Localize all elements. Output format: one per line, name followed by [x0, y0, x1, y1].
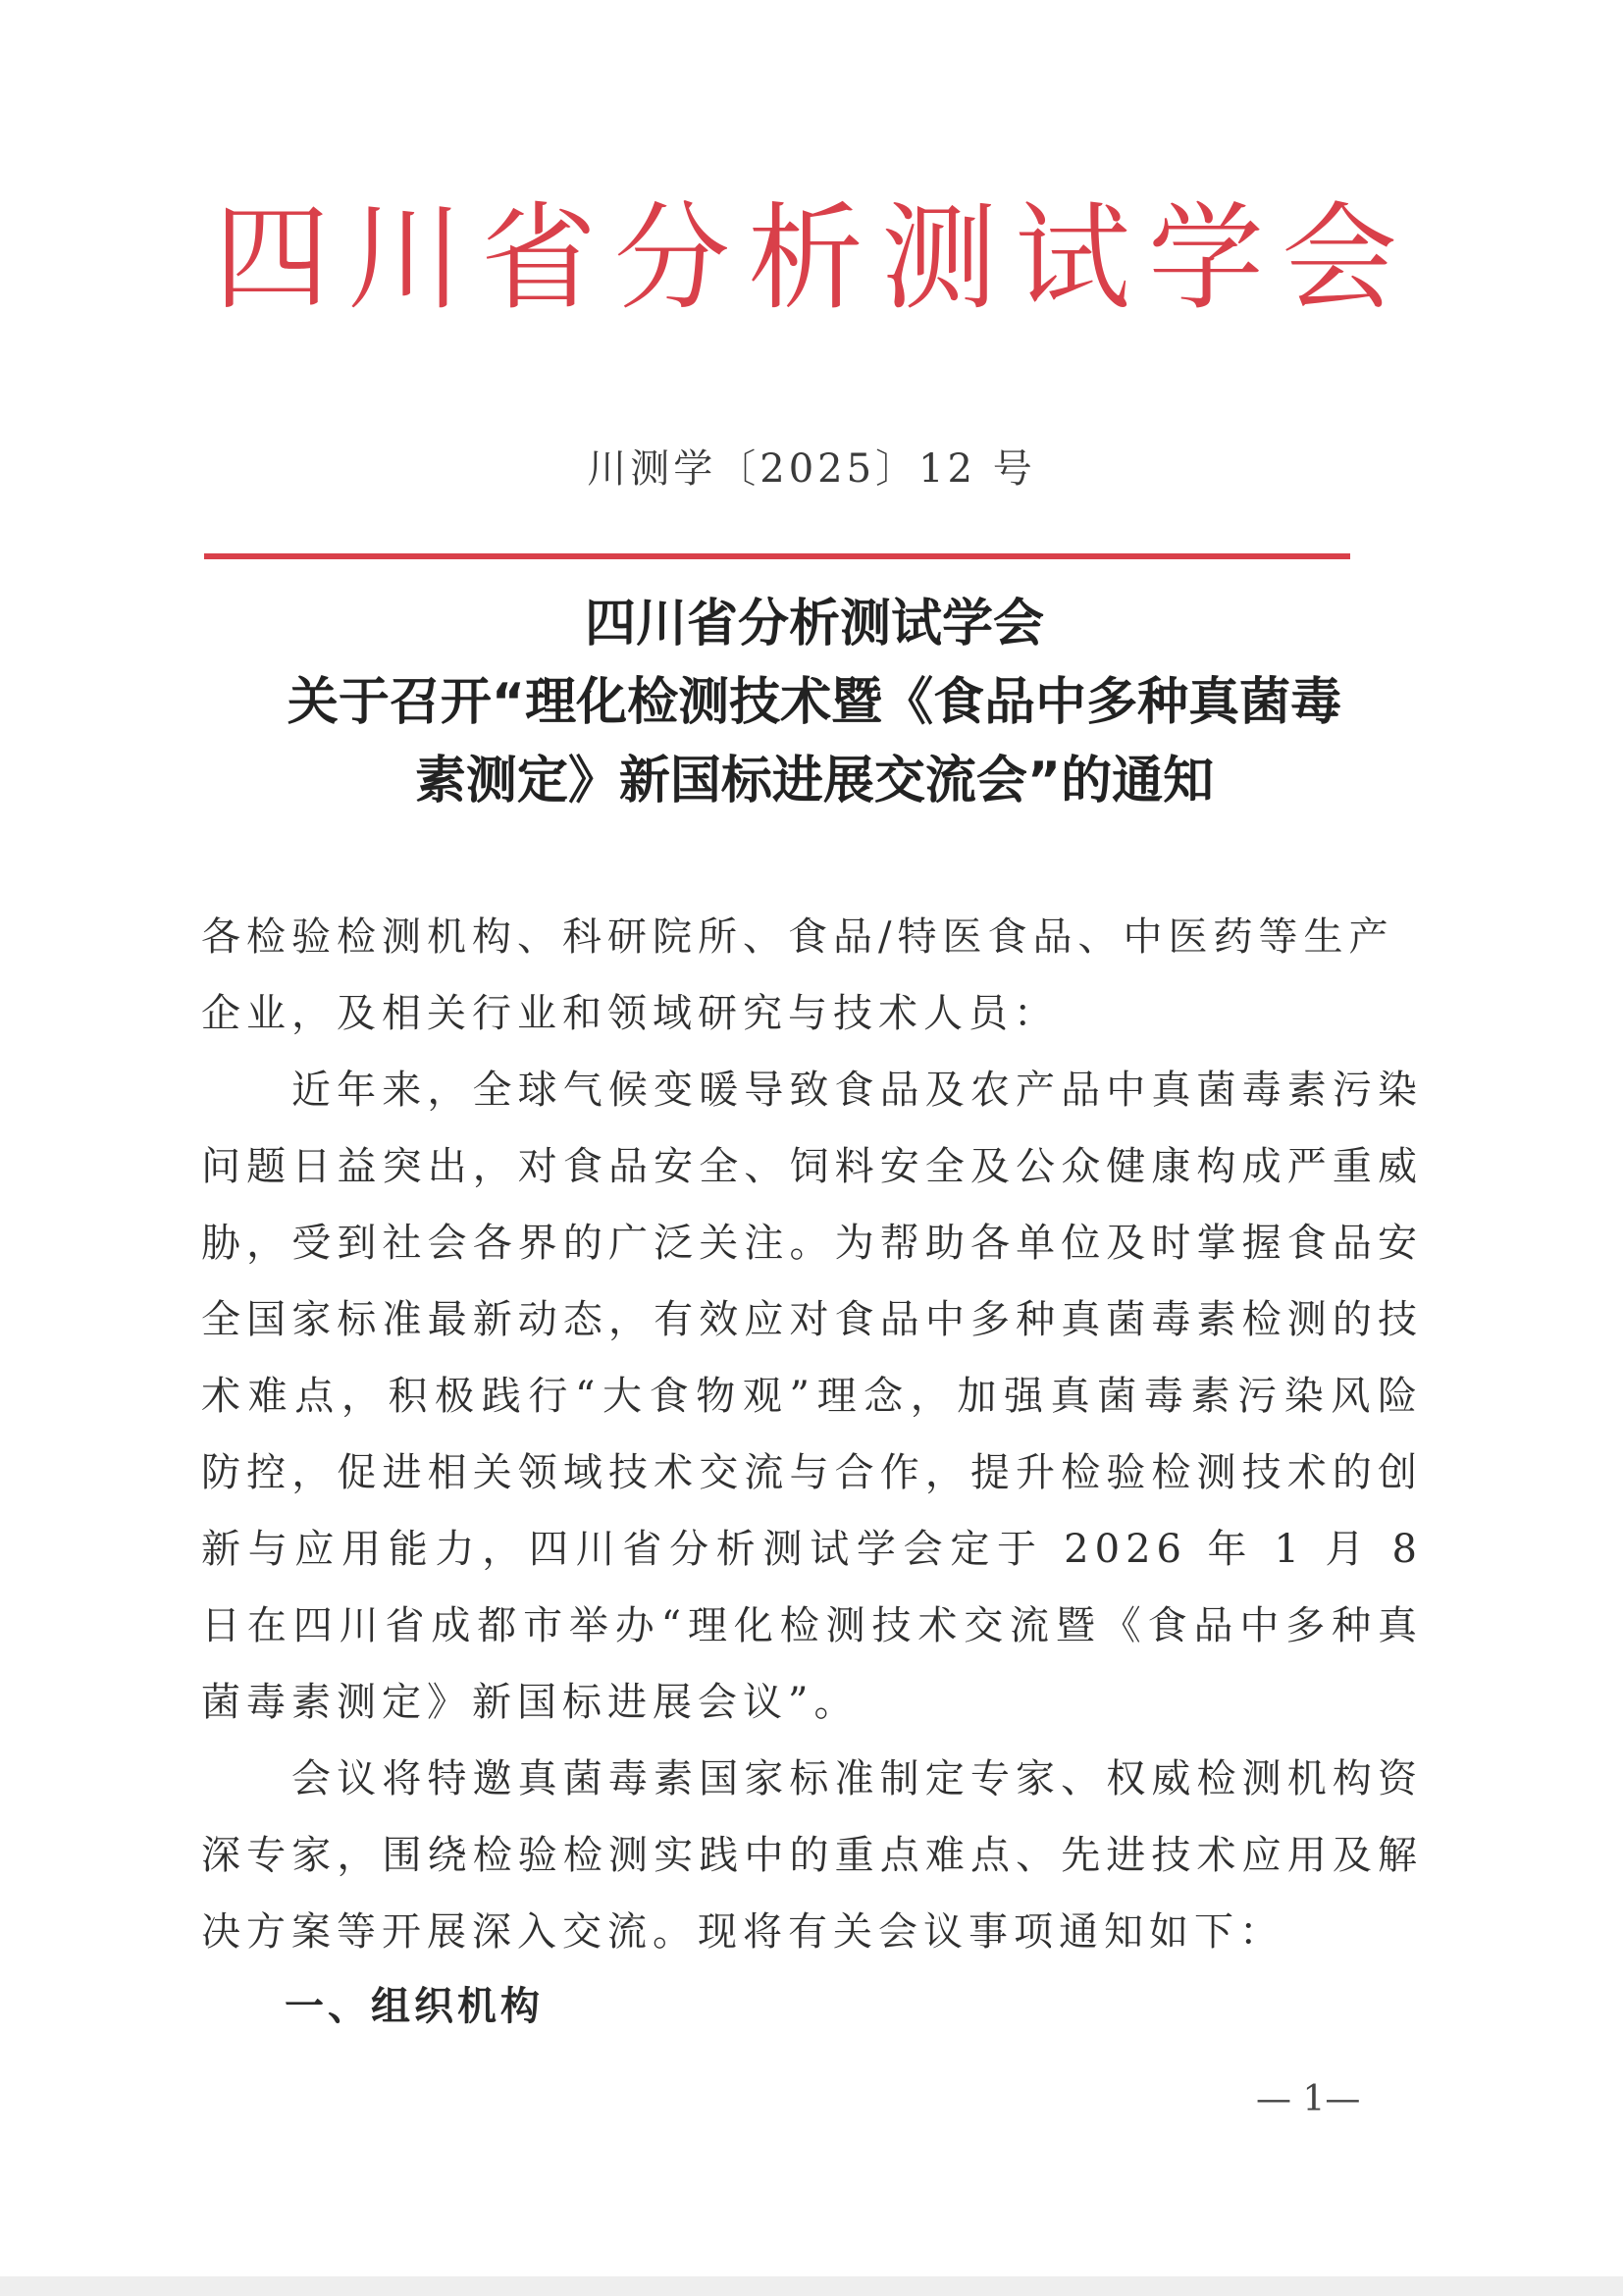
title-line-3: 素测定》新国标进展交流会”的通知 [414, 752, 1215, 810]
page-number: — 1— [1256, 2079, 1361, 2119]
section-heading-organization: 一、组织机构 [285, 1984, 544, 2029]
document-title [196, 585, 1433, 820]
document-number: 川测学〔2025〕12 号 [587, 446, 1036, 492]
title-line-1: 四川省分析测试学会 [584, 595, 1044, 653]
scan-edge [0, 2276, 1623, 2296]
body-paragraph-2: 会议将特邀真菌毒素国家标准制定专家、权威检测机构资深专家，围绕检验检测实践中的重点难点、先进技术应用及解决方案等开展深入交流。现将有关会议事项通知如下： [201, 1756, 1423, 1955]
body-paragraph-1: 近年来，全球气候变暖导致食品及农产品中真菌毒素污染问题日益突出，对食品安全、饲料安全及公众健康构成严重威胁，受到社会各界的广泛关注。为帮助各单位及时掌握食品安全国家标准最新动态，有效应对食品中多种真菌毒素检测的技术难点，积极践行“大食物观”理念，加强真菌毒素污染风险防控，促进相关领域技术交流与合作，提升检验检测技术的创新与应用能力，四川省分析测试学会定于 2026 年 1 月 8 日在四川省成都市举办“理化检测技术交流暨《食品中多种真菌毒素测定》新国标进展会议”。 [201, 1068, 1423, 1725]
title-line-2: 关于召开“理化检测技术暨《食品中多种真菌毒 [287, 673, 1342, 732]
organization-header: 四川省分析测试学会 [213, 190, 1415, 326]
addressee-paragraph: 各检验检测机构、科研院所、食品/特医食品、中医药等生产企业，及相关行业和领域研究与技术人员： [201, 914, 1394, 1036]
red-divider-line [204, 553, 1350, 559]
